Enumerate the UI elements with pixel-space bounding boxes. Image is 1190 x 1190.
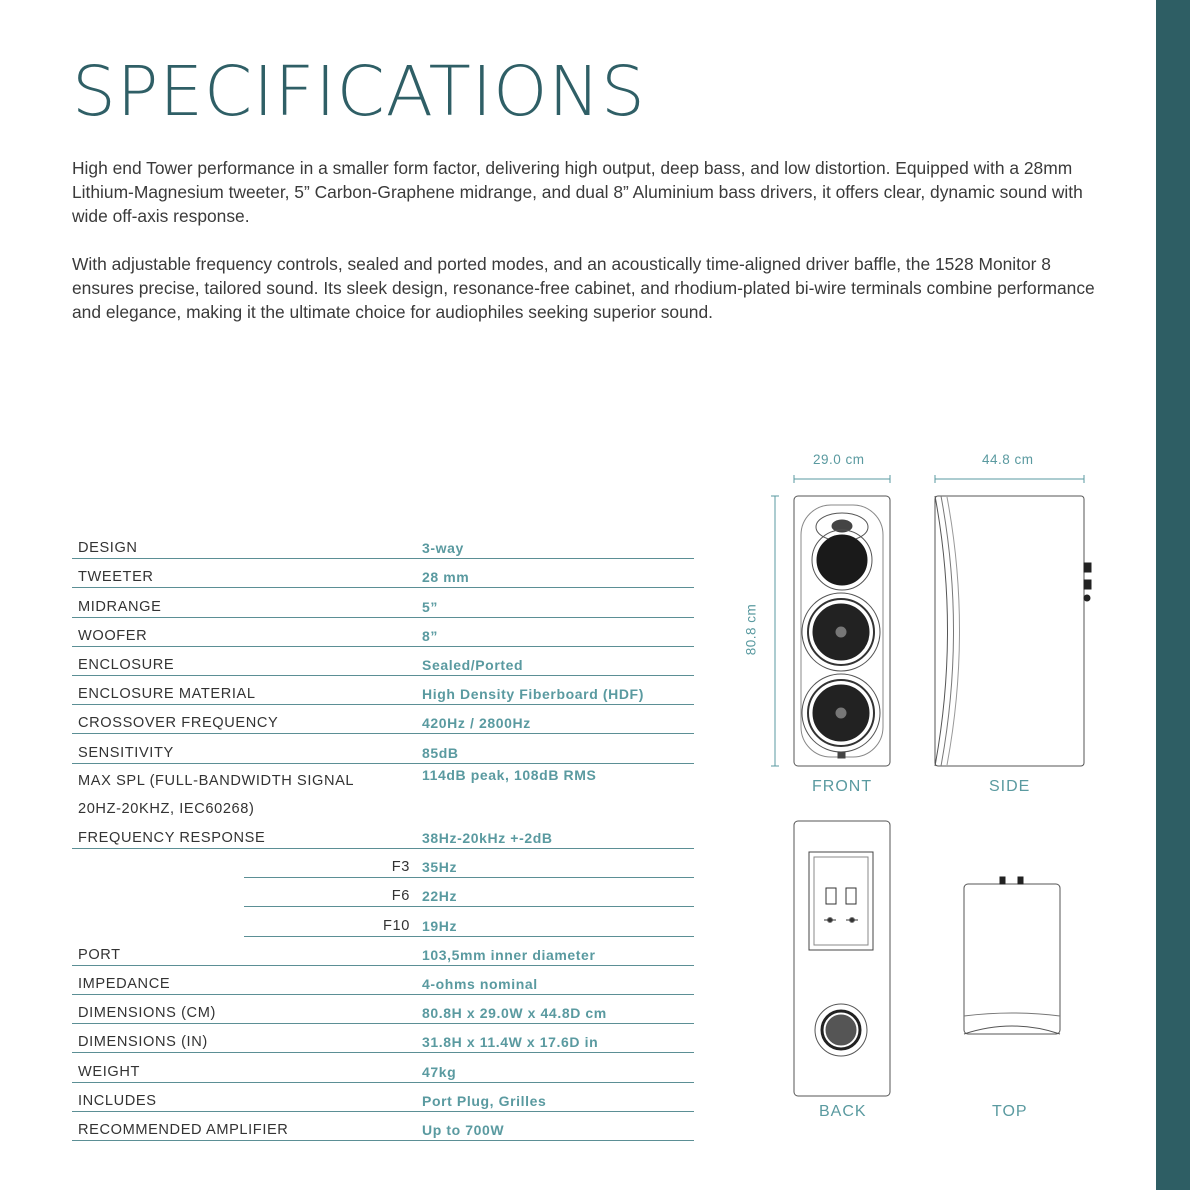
- spec-value: 80.8H x 29.0W x 44.8D cm: [422, 1005, 607, 1022]
- spec-value: 35Hz: [422, 859, 458, 876]
- spec-value: 85dB: [422, 744, 459, 761]
- spec-value: 19Hz: [422, 917, 458, 934]
- spec-value: 4-ohms nominal: [422, 976, 538, 993]
- side-view-drawing: [935, 496, 1091, 766]
- spec-value: 5”: [422, 598, 438, 615]
- height-label: 80.8 cm: [743, 603, 759, 656]
- spec-sub-label: F10: [383, 917, 410, 934]
- back-view-label: BACK: [819, 1103, 867, 1120]
- spec-value: High Density Fiberboard (HDF): [422, 686, 644, 703]
- spec-label: WOOFER: [78, 627, 148, 644]
- spec-value: Up to 700W: [422, 1121, 505, 1138]
- width-dimension-line: [794, 475, 890, 483]
- spec-value: Sealed/Ported: [422, 656, 524, 673]
- spec-label: DIMENSIONS (CM): [78, 1005, 216, 1022]
- spec-value: 3-way: [422, 540, 464, 557]
- intro-paragraph-2: With adjustable frequency controls, sealed and ported modes, and an acoustically time-aligned driver baffle, the 1528 Monitor 8 ensures precise, tailored sound. Its sleek design, resonance-free cabinet, and rhodium-plated bi-wire terminals combine performance and elegance, making it the ultimate choice for audiophiles seeking superior sound.: [72, 254, 1095, 322]
- spec-label: RECOMMENDED AMPLIFIER: [78, 1121, 289, 1138]
- spec-sub-label: F3: [391, 859, 410, 876]
- depth-label: 44.8 cm: [982, 452, 1034, 467]
- side-view-label: SIDE: [989, 778, 1031, 795]
- spec-label: MAX SPL (FULL-BANDWIDTH SIGNAL 20HZ-20KHZ, IEC60268): [78, 772, 354, 817]
- intro-paragraph-1: High end Tower performance in a smaller form factor, delivering high output, deep bass, and low distortion. Equipped with a 28mm Lithium-Magnesium tweeter, 5” Carbon-Graphene midrange, and dual 8” Aluminium bass drivers, it offers clear, dynamic sound with wide off-axis response.: [72, 158, 1083, 226]
- spec-value: 8”: [422, 627, 438, 644]
- spec-label: PORT: [78, 946, 121, 963]
- spec-label: SENSITIVITY: [78, 744, 174, 761]
- height-dimension-line: [771, 496, 779, 766]
- spec-label: FREQUENCY RESPONSE: [78, 830, 266, 847]
- spec-label: DESIGN: [78, 540, 138, 557]
- spec-value: 114dB peak, 108dB RMS: [422, 766, 597, 783]
- spec-value: 28 mm: [422, 569, 470, 586]
- spec-sub-label: F6: [391, 888, 410, 905]
- spec-value: 31.8H x 11.4W x 17.6D in: [422, 1034, 599, 1051]
- spec-label: CROSSOVER FREQUENCY: [78, 715, 279, 732]
- spec-label: INCLUDES: [78, 1092, 157, 1109]
- spec-label: ENCLOSURE MATERIAL: [78, 686, 256, 703]
- spec-label: ENCLOSURE: [78, 656, 175, 673]
- spec-label: TWEETER: [78, 569, 154, 586]
- spec-value: 38Hz-20kHz +-2dB: [422, 830, 553, 847]
- spec-label: WEIGHT: [78, 1063, 140, 1080]
- depth-dimension-line: [935, 475, 1084, 483]
- spec-label: MIDRANGE: [78, 598, 162, 615]
- front-view-drawing: [794, 496, 890, 766]
- back-view-drawing: [794, 821, 890, 1096]
- top-view-drawing: [964, 877, 1060, 1034]
- spec-value: 47kg: [422, 1063, 457, 1080]
- spec-value: 103,5mm inner diameter: [422, 946, 596, 963]
- spec-value: 22Hz: [422, 888, 458, 905]
- spec-value: 420Hz / 2800Hz: [422, 715, 531, 732]
- page-title: SPECIFICATIONS: [72, 52, 646, 132]
- front-view-label: FRONT: [812, 778, 873, 795]
- spec-value: Port Plug, Grilles: [422, 1092, 547, 1109]
- width-label: 29.0 cm: [813, 452, 865, 467]
- top-view-label: TOP: [992, 1103, 1028, 1120]
- spec-label: IMPEDANCE: [78, 976, 171, 993]
- spec-label: DIMENSIONS (IN): [78, 1034, 208, 1051]
